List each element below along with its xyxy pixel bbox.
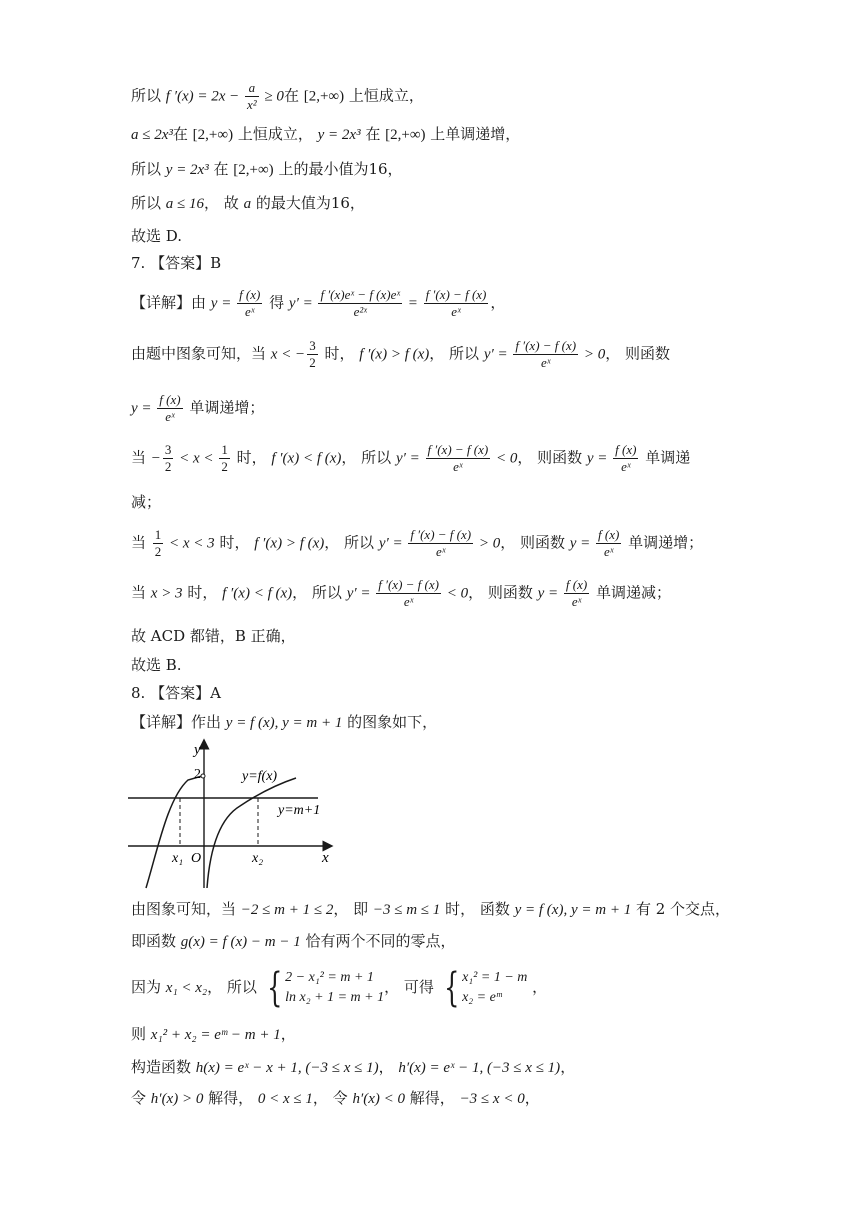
fraction [376, 577, 441, 610]
text: 因为 [131, 978, 166, 996]
text: ， 则函数 [468, 583, 538, 602]
text: 在 [360, 125, 386, 143]
text: ， [560, 1058, 576, 1076]
numerator: f ′(x) − f (x) [425, 287, 487, 302]
text: ， 即 [333, 900, 373, 918]
line-10 [131, 442, 690, 475]
math: x₁ < x₂ [165, 980, 208, 996]
text: 在 [172, 125, 193, 143]
fraction [153, 527, 164, 560]
fraction [424, 287, 489, 320]
text: ， 则函数 [517, 448, 587, 467]
math: h(x) = eˣ − x + 1, (−3 ≤ x ≤ 1) [195, 1060, 379, 1076]
text: 解得， [203, 1089, 258, 1107]
denominator: eˣ [237, 303, 262, 320]
numerator: f (x) [598, 527, 620, 542]
text: ， 令 [312, 1089, 353, 1107]
fraction [426, 442, 491, 475]
math: g(x) = f (x) − m − 1 [180, 934, 301, 950]
fraction [596, 527, 621, 560]
text: 上恒成立， [344, 86, 424, 105]
math: < 0 [492, 450, 518, 467]
line-1 [131, 80, 424, 113]
text: 即函数 [131, 932, 181, 950]
denominator: eˣ [157, 408, 182, 425]
math: > 0 [475, 535, 501, 552]
math: y′ = [346, 585, 375, 602]
line-17 [131, 715, 437, 731]
text: ， 可得 [384, 978, 439, 996]
math: y′ = [395, 450, 424, 467]
text: 则 [131, 1025, 151, 1043]
numerator: 1 [154, 527, 162, 542]
text: 时， [231, 448, 272, 467]
math: a [243, 196, 252, 212]
y-axis-label: y [194, 742, 201, 758]
text: ， 所以 [207, 978, 262, 996]
x2-label: x₂ [252, 851, 264, 866]
denominator: 2 [154, 544, 162, 559]
numerator: 1 [221, 442, 228, 457]
line-12 [131, 527, 703, 560]
equation: x₂ = eᵐ [462, 990, 502, 1005]
denominator: e²ˣ [318, 303, 402, 320]
denominator: eˣ [613, 458, 638, 475]
text: 时， [319, 344, 360, 363]
text: ， [527, 978, 548, 996]
curve-left-branch [146, 776, 202, 888]
line-2 [131, 127, 520, 143]
open-endpoint [201, 774, 205, 778]
function-graph [128, 738, 338, 890]
math: < x < 3 [165, 535, 215, 552]
line-19 [131, 934, 455, 950]
fraction [408, 527, 473, 560]
text: 【详解】作出 [131, 713, 226, 731]
text: ， 则函数 [500, 533, 570, 552]
tick-2-label: 2 [194, 767, 201, 782]
text: ， [280, 1025, 296, 1043]
left-brace: { [266, 965, 283, 1011]
line-14: 故 ACD 都错，B 正确， [131, 627, 296, 645]
math: y = [569, 535, 595, 552]
origin-label: O [191, 851, 202, 866]
text: 时， [214, 533, 255, 552]
line-18 [131, 902, 730, 918]
numerator: f ′(x)eˣ − f (x)eˣ [320, 287, 401, 302]
math: f ′(x) > f (x) [359, 346, 430, 363]
text: 上恒成立， [233, 125, 318, 143]
numerator: f (x) [239, 287, 261, 302]
math: x₁² + x₂ = eᵐ − m + 1 [150, 1027, 281, 1043]
text: 单调递增； [623, 533, 704, 552]
math: 0 < x ≤ 1 [257, 1091, 313, 1107]
text: 解得， [405, 1089, 460, 1107]
math: y = [586, 450, 612, 467]
math: a ≤ 2x³ [131, 127, 173, 143]
math: y = [537, 585, 562, 602]
text: 恰有两个不同的零点， [300, 932, 456, 950]
text: 当 [131, 448, 151, 467]
x-axis-label: x [322, 850, 329, 866]
line-13 [131, 577, 671, 610]
curve-right-branch [207, 778, 296, 888]
equation-system [285, 968, 384, 1008]
text: 得 [264, 293, 289, 312]
numerator: f (x) [159, 392, 181, 407]
denominator: 2 [309, 355, 316, 370]
denominator: 2 [164, 459, 172, 474]
text: ， 则函数 [605, 344, 670, 363]
numerator: f ′(x) − f (x) [410, 527, 472, 542]
text: ， 所以 [292, 583, 347, 602]
text: 的图象如下， [342, 713, 438, 731]
math: [2,+∞) [385, 127, 426, 143]
line-4 [131, 196, 365, 212]
fraction [513, 338, 578, 371]
text: 时， [182, 583, 223, 602]
fraction [219, 442, 230, 475]
text: 单调递 [640, 448, 691, 467]
math: h′(x) > 0 [150, 1091, 204, 1107]
math: f ′(x) > f (x) [254, 535, 325, 552]
text: 的最大值为16， [251, 194, 365, 212]
denominator: eˣ [408, 543, 473, 560]
denominator: eˣ [564, 593, 589, 610]
line-9 [131, 392, 264, 425]
numerator: 3 [309, 338, 316, 353]
math: y′ = [378, 535, 407, 552]
numerator: f (x) [565, 577, 588, 592]
line-22 [131, 1060, 575, 1076]
denominator: x² [247, 97, 257, 112]
math: −3 ≤ m ≤ 1 [372, 902, 441, 918]
text: 上单调递增， [425, 125, 521, 143]
math: < x < [175, 450, 218, 467]
math: y′ = [483, 346, 512, 363]
left-brace: { [443, 965, 460, 1011]
text: 构造函数 [131, 1058, 196, 1076]
text: ， [378, 1058, 399, 1076]
line-20 [131, 965, 548, 1011]
text: 所以 [131, 86, 166, 105]
fraction [564, 577, 589, 610]
equation-system [462, 968, 527, 1008]
math: −2 ≤ m + 1 ≤ 2 [240, 902, 334, 918]
text: 有 2 个交点， [631, 900, 731, 918]
math: y′ = [288, 295, 317, 312]
math: y = f (x), y = m + 1 [514, 902, 632, 918]
fraction [163, 442, 174, 475]
numerator: f (x) [615, 442, 637, 457]
text: 上的最小值为16， [273, 160, 403, 178]
math: [2,+∞) [233, 162, 274, 178]
denominator: eˣ [376, 593, 441, 610]
math: f ′(x) < f (x) [271, 450, 342, 467]
numerator: 3 [164, 442, 172, 457]
text: 令 [131, 1089, 151, 1107]
denominator: 2 [221, 459, 228, 474]
denominator: eˣ [513, 354, 578, 371]
math: ≥ 0 [260, 88, 284, 105]
text: 所以 [131, 160, 166, 178]
math: y = f (x), y = m + 1 [225, 715, 343, 731]
equation: 2 − x₁² = m + 1 [285, 970, 374, 985]
line-7 [131, 287, 505, 320]
text: ， 所以 [429, 344, 484, 363]
math: −3 ≤ x < 0 [459, 1091, 525, 1107]
denominator: eˣ [596, 543, 621, 560]
numerator: a [248, 80, 256, 95]
text: ， [490, 293, 506, 312]
line-11: 减； [131, 493, 162, 511]
math: y = 2x³ [165, 162, 209, 178]
line-3 [131, 162, 403, 178]
text: 由图象可知，当 [131, 900, 241, 918]
text: 单调递增； [184, 398, 265, 417]
text: 由题中图象可知，当 [131, 344, 271, 363]
math: a ≤ 16 [165, 196, 205, 212]
text: 在 [283, 86, 304, 105]
numerator: f ′(x) − f (x) [378, 577, 439, 592]
denominator: eˣ [426, 458, 491, 475]
equation: ln x₂ + 1 = m + 1 [285, 990, 385, 1005]
math: h′(x) = eˣ − 1, (−3 ≤ x ≤ 1) [398, 1060, 561, 1076]
fraction [307, 338, 318, 371]
math: − [150, 450, 161, 467]
line-8 [131, 338, 670, 371]
math: y = [131, 400, 156, 417]
math: [2,+∞) [303, 88, 345, 105]
text: 单调递减； [591, 583, 671, 602]
equation: x₁² = 1 − m [462, 970, 528, 985]
text: 所以 [131, 194, 166, 212]
text: 【详解】由 [131, 293, 211, 312]
line-label: y=m+1 [278, 803, 321, 818]
line-15: 故选 B. [131, 656, 182, 674]
math: h′(x) < 0 [352, 1091, 406, 1107]
fraction [237, 287, 262, 320]
text: 在 [208, 160, 234, 178]
math: > 0 [580, 346, 606, 363]
text: 当 [131, 583, 151, 602]
question-8-answer: 8. 【答案】A [131, 684, 221, 702]
math: x > 3 [150, 585, 183, 602]
question-7-answer: 7. 【答案】B [131, 254, 222, 272]
text: ， 故 [204, 194, 244, 212]
numerator: f ′(x) − f (x) [515, 338, 577, 353]
math: < 0 [442, 585, 469, 602]
math: f ′(x) = 2x − [165, 88, 244, 105]
text: ， 所以 [341, 448, 396, 467]
text: 当 [131, 533, 151, 552]
math: y = [210, 295, 236, 312]
text: 时， 函数 [440, 900, 515, 918]
text: ， 所以 [324, 533, 379, 552]
math: x < − [270, 346, 306, 363]
numerator: f ′(x) − f (x) [427, 442, 489, 457]
text: ， [524, 1089, 540, 1107]
fraction [157, 392, 182, 425]
curve-label: y=f(x) [242, 769, 278, 784]
denominator: eˣ [424, 303, 489, 320]
x1-label: x₁ [172, 851, 184, 866]
math: [2,+∞) [192, 127, 234, 143]
line-5: 故选 D. [131, 227, 183, 245]
math: f ′(x) < f (x) [222, 585, 293, 602]
fraction [613, 442, 638, 475]
math: y = 2x³ [317, 127, 361, 143]
line-21 [131, 1027, 296, 1043]
fraction [318, 287, 402, 320]
fraction [245, 80, 259, 113]
line-23 [131, 1091, 540, 1107]
math: = [404, 295, 422, 312]
